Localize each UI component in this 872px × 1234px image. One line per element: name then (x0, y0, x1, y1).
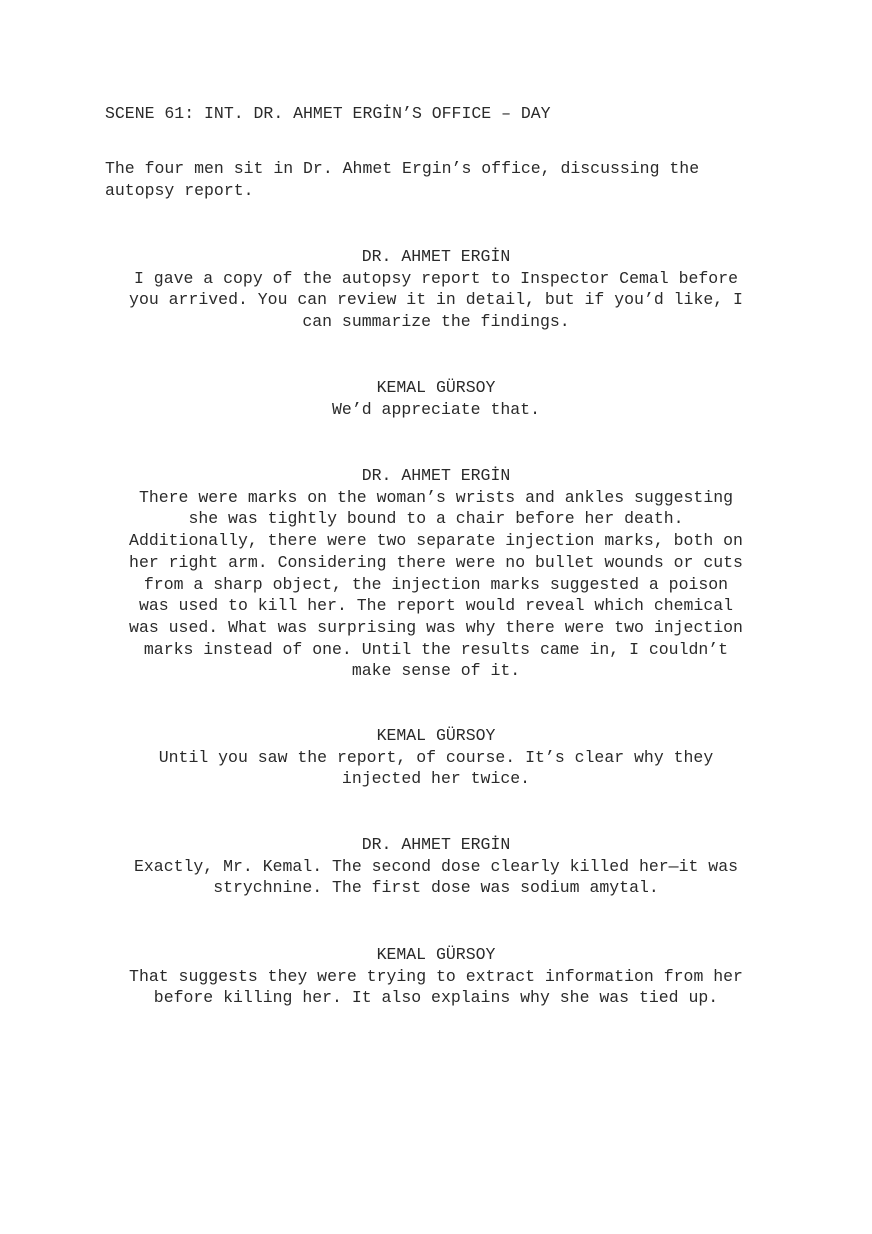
dialogue-block (100, 944, 772, 1009)
character-name: DR. AHMET ERGİN (361, 466, 511, 485)
dialogue-text: I gave a copy of the autopsy report to Inspector Cemal before you arrived. You can review it in detail, but if you’d like, I can summarize the findings. (129, 268, 743, 332)
dialogue-block (100, 834, 772, 899)
dialogue-text: Until you saw the report, of course. It’s clear why they injected her twice. (158, 747, 714, 789)
dialogue-text: That suggests they were trying to extract information from her before killing her. It also explains why she was tied up. (129, 966, 743, 1008)
dialogue-block (100, 246, 772, 333)
character-name: KEMAL GÜRSOY (376, 726, 496, 745)
dialogue-block (100, 377, 772, 420)
character-name: DR. AHMET ERGİN (361, 835, 511, 854)
dialogue-block (100, 725, 772, 790)
scene-heading: SCENE 61: INT. DR. AHMET ERGİN’S OFFICE – DAY (105, 104, 551, 123)
dialogue-text: There were marks on the woman’s wrists and ankles suggesting she was tightly bound to a chair before her death. Additionally, there were two separate injection marks, both on her right arm. Considering there were no bullet wounds or cuts from a sharp object, the injection marks suggested a poison was used to kill her. The report would reveal which chemical was used. What was surprising was why there were two injection marks instead of one. Until the results came in, I couldn’t make sense of it. (129, 487, 743, 681)
character-name: DR. AHMET ERGİN (361, 247, 511, 266)
dialogue-text: We’d appreciate that. (332, 399, 540, 419)
dialogue-text: Exactly, Mr. Kemal. The second dose clearly killed her—it was strychnine. The first dose was sodium amytal. (134, 856, 738, 898)
action-line: The four men sit in Dr. Ahmet Ergin’s office, discussing the autopsy report. (105, 159, 700, 200)
character-name: KEMAL GÜRSOY (376, 945, 496, 964)
dialogue-block (100, 465, 772, 682)
character-name: KEMAL GÜRSOY (376, 378, 496, 397)
